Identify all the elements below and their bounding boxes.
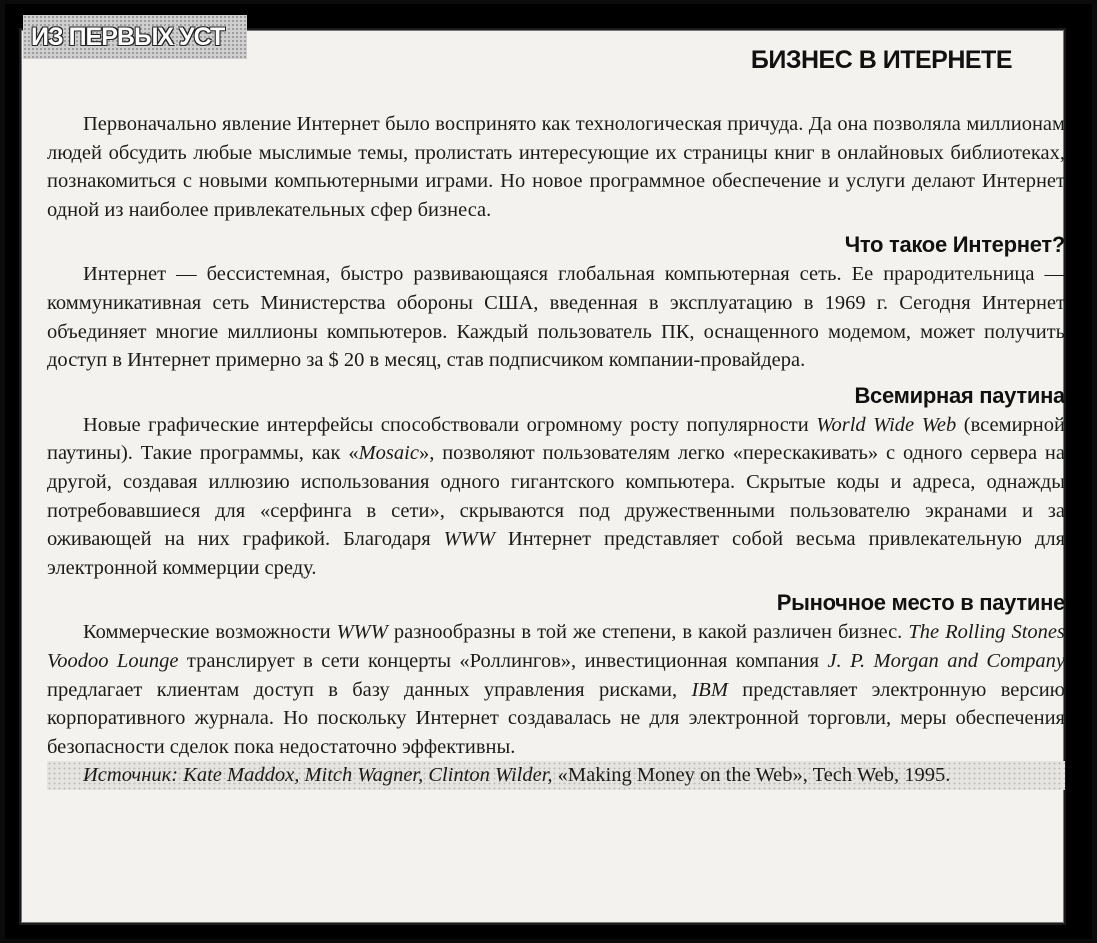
italic-run: J. P. Morgan and Company: [827, 649, 1065, 672]
article-box: [19, 28, 1066, 925]
section-heading-www: Всемирная паутина: [854, 382, 1065, 408]
section-heading-marketplace: Рыночное место в паутине: [776, 590, 1065, 616]
italic-run: IBM: [691, 678, 728, 701]
text-run: Коммерческие возможности: [83, 621, 337, 644]
text-run: транслирует в сети концерты «Роллингов», инвестиционная компания: [178, 649, 828, 672]
source-note: [47, 761, 1065, 790]
italic-run: WWW: [443, 528, 495, 551]
source-authors: Kate Maddox, Mitch Wagner, Clinton Wilder,: [178, 764, 553, 787]
section-heading-what-is-internet: Что такое Интернет?: [844, 232, 1065, 258]
page-frame: [5, 4, 1092, 939]
italic-run: WWW: [336, 621, 388, 644]
text-run: (всемирной паутины). Такие программы, как «: [47, 413, 1065, 465]
source-label: Источник:: [83, 764, 179, 787]
italic-run: World Wide Web: [816, 413, 957, 436]
section-text-marketplace: [47, 618, 1065, 761]
text-run: предлагает клиентам доступ в базу данных управления рисками,: [47, 678, 692, 701]
text-run: разнообразны в той же степени, в какой различен бизнес.: [387, 621, 909, 644]
source-rest: «Making Money on the Web», Tech Web, 1995.: [552, 764, 951, 787]
section-text-what-is-internet: Интернет — бессистемная, быстро развивающаяся глобальная компьютерная сеть. Ее прародительница — коммуникативная сеть Министерства обороны США, введенная в эксплуатацию в 1969 г. Сегодня Интернет объединяет многие миллионы компьютеров. Каждый пользователь ПК, оснащенного модемом, может получить доступ в Интернет примерно за $ 20 в месяц, став подписчиком компании-провайдера.: [47, 263, 1065, 372]
rubric-tag: ИЗ ПЕРВЫХ УСТ: [23, 15, 247, 59]
article-title: БИЗНЕС В ИТЕРНЕТЕ: [747, 46, 1016, 75]
text-run: », позволяют пользователям легко «перескакивать» с одного сервера на другой, создавая иллюзию использования одного гигантского компьютера. Скрытые коды и адреса, однажды потребовавшиеся для «серфинга в сети», скрываются под дружественными пользователю экранами и за оживающей на них графикой. Благодаря: [47, 442, 1066, 551]
article-body: [47, 110, 1065, 790]
italic-run: The Rolling Stones Voodoo Lounge: [47, 621, 1065, 672]
text-run: Новые графические интерфейсы способствовали огромному росту популярности: [83, 413, 817, 436]
section-text-www: [47, 411, 1065, 583]
italic-run: Mosaic: [358, 442, 419, 465]
text-run: представляет электронную версию корпоративного журнала. Но поскольку Интернет создавалась не для электронной торговли, меры обеспечения безопасности сделок пока недостаточно эффективны.: [47, 678, 1065, 758]
text-run: Интернет представляет собой весьма привлекательную для электронной коммерции среду.: [47, 528, 1065, 579]
intro-paragraph: Первоначально явление Интернет было воспринято как технологическая причуда. Да она позволяла миллионам людей обсудить любые мыслимые темы, пролистать интересующие их страницы книг в онлайновых библиотеках, познакомиться с новыми компьютерными играми. Но новое программное обеспечение и услуги делают Интернет одной из наиболее привлекательных сфер бизнеса.: [47, 113, 1065, 221]
